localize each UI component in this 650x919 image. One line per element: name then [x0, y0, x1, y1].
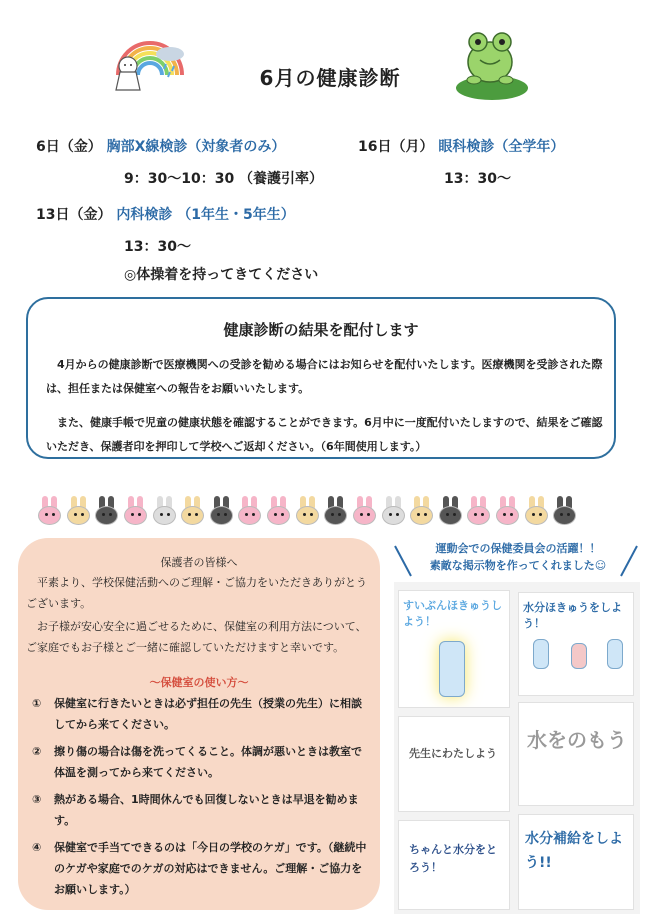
- rule-item: [32, 789, 372, 831]
- caption-slash: [620, 546, 638, 577]
- bunny-icon: [294, 496, 319, 526]
- poster: [518, 592, 634, 696]
- poster: [398, 590, 510, 708]
- schedule-date: 13日（金）: [36, 207, 112, 223]
- poster-text: すいぶんほきゅうしよう！: [403, 599, 502, 628]
- schedule-item: [36, 136, 285, 156]
- rule-text: 保健室で手当てできるのは「今日の学校のケガ」です。（継続中のケガや家庭でのケガの対応はできません。ご理解・ご協力をお願いします。）: [54, 841, 367, 896]
- poster-photo: [394, 582, 640, 914]
- notice-heading: 保護者の皆様へ: [160, 556, 238, 569]
- frog-illustration: [448, 22, 532, 102]
- schedule-detail: 9：30～10：30 （養護引率）: [124, 171, 324, 187]
- bunny-icon: [151, 496, 176, 526]
- poster: [518, 814, 634, 910]
- bunny-icon: [380, 496, 405, 526]
- bunny-icon: [351, 496, 376, 526]
- notice-paragraph: お子様が安心安全に過ごせるために、保健室の利用方法について、ご家庭でもお子様とご一緒に確認していただけますと幸いです。: [26, 620, 367, 654]
- results-paragraph: 4月からの健康診断で医療機関への受診を勧める場合にはお知らせを配付いたします。医療機関を受診された際は、担任または保健室への報告をお願いいたします。: [46, 358, 603, 395]
- schedule-note: ◎体操着を持ってきてください: [124, 267, 319, 283]
- bunny-icon: [437, 496, 462, 526]
- rule-text: 保健室に行きたいときは必ず担任の先生（授業の先生）に相談してから来てください。: [54, 697, 362, 731]
- notice-paragraph: 平素より、学校保健活動へのご理解・ご協力をいただきありがとうございます。: [26, 576, 367, 610]
- rule-number: ②: [32, 745, 42, 758]
- bunny-icon: [179, 496, 204, 526]
- bunny-icon: [36, 496, 61, 526]
- rule-text: 熱がある場合、1時間休んでも回復しないときは早退を勧めます。: [54, 793, 359, 827]
- schedule-item: [36, 204, 295, 224]
- page-title: 6月の健康診断: [259, 66, 401, 90]
- usage-rules: [32, 693, 372, 906]
- poster-text: ちゃんと水分をとろう！: [409, 843, 497, 874]
- bunny-icon: [551, 496, 576, 526]
- parent-notice-box: [18, 538, 380, 910]
- schedule-date: 16日（月）: [358, 139, 434, 155]
- poster-text: 水分補給をしよう!!: [525, 831, 623, 871]
- poster: [398, 820, 510, 910]
- schedule-exam: 胸部X線検診（対象者のみ）: [106, 139, 286, 155]
- results-card: [26, 297, 616, 459]
- bottle-drawing: [607, 639, 623, 669]
- bunny-icon: [93, 496, 118, 526]
- bunny-icon: [523, 496, 548, 526]
- rule-item: [32, 741, 372, 783]
- usage-title: ～保健室の使い方～: [149, 676, 249, 689]
- results-paragraph: また、健康手帳で児童の健康状態を確認することができます。6月中に一度配付いたしますので、結果をご確認いただき、保護者印を押印して学校へご返却ください。（6年間使用します。）: [46, 416, 603, 453]
- poster: [518, 702, 634, 806]
- bunny-divider: [36, 496, 576, 526]
- bunny-icon: [122, 496, 147, 526]
- rule-text: 擦り傷の場合は傷を洗ってくること。体調が悪いときは教室で体温を測ってから来てください。: [54, 745, 362, 779]
- rule-item: [32, 693, 372, 735]
- committee-line: 素敵な掲示物を作ってくれました☺: [429, 559, 607, 572]
- rule-item: [32, 837, 372, 900]
- caption-slash: [394, 546, 412, 577]
- committee-line: 運動会での保健委員会の活躍！！: [435, 542, 601, 555]
- rainbow-teru-teru-illustration: [108, 20, 188, 100]
- schedule-exam: 内科検診 （1年生・5年生）: [116, 207, 295, 223]
- bottle-drawing: [533, 639, 549, 669]
- results-title: 健康診断の結果を配付します: [223, 321, 419, 339]
- committee-text: [418, 540, 618, 574]
- bunny-icon: [65, 496, 90, 526]
- schedule-date: 6日（金）: [36, 139, 102, 155]
- rule-number: ③: [32, 793, 42, 806]
- bunny-icon: [236, 496, 261, 526]
- bottle-drawing: [571, 643, 587, 669]
- bunny-icon: [208, 496, 233, 526]
- poster-text: 水分ほきゅうをしよう！: [523, 601, 622, 630]
- poster-text: 先生にわたしよう: [409, 747, 497, 760]
- bunny-icon: [265, 496, 290, 526]
- rule-number: ④: [32, 841, 42, 854]
- bunny-icon: [465, 496, 490, 526]
- schedule-detail: 13：30～: [444, 171, 511, 187]
- bunny-icon: [494, 496, 519, 526]
- schedule-item: [358, 136, 564, 156]
- poster: [398, 716, 510, 812]
- bottle-drawing: [439, 641, 465, 697]
- bunny-icon: [322, 496, 347, 526]
- rule-number: ①: [32, 697, 42, 710]
- bunny-icon: [408, 496, 433, 526]
- poster-text: 水をのもう: [527, 728, 627, 752]
- schedule-detail: 13：30～: [124, 239, 191, 255]
- schedule-exam: 眼科検診（全学年）: [438, 139, 565, 155]
